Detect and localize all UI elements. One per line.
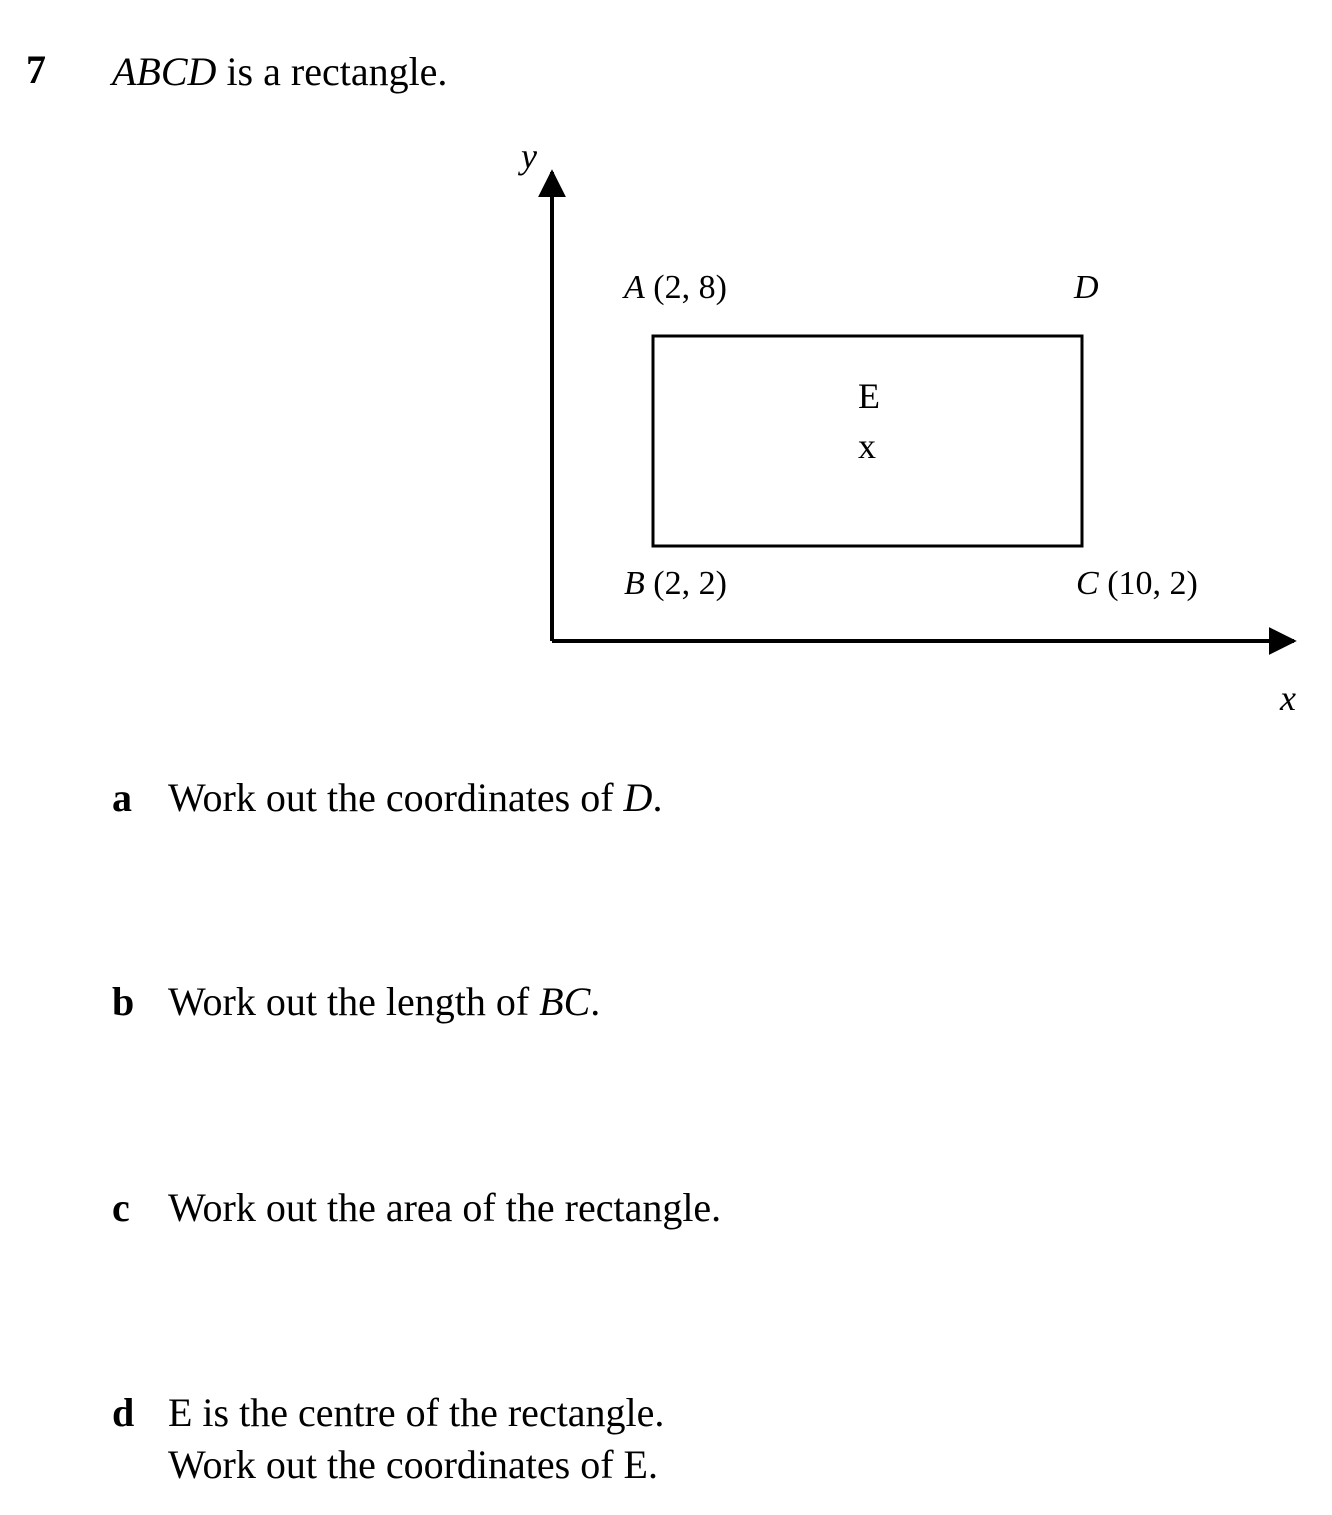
question-number: 7: [26, 47, 46, 92]
point-d-letter: D: [1074, 269, 1099, 306]
part-b-letter: b: [112, 979, 135, 1024]
part-a-end: .: [652, 775, 663, 820]
part-c: [112, 1182, 721, 1234]
part-d-letter: d: [112, 1390, 135, 1435]
part-d-line-2: Work out the coordinates of E.: [168, 1442, 658, 1487]
centre-mark: x: [858, 426, 876, 466]
point-c-coords: (10, 2): [1098, 565, 1198, 602]
part-b-end: .: [590, 979, 601, 1024]
point-b-coords: (2, 2): [644, 565, 727, 602]
part-b-text: Work out the length of: [168, 979, 540, 1024]
centre-label: E: [858, 376, 880, 416]
point-a-letter: A: [624, 269, 645, 306]
x-axis-label: x: [1280, 678, 1296, 718]
point-c-letter: C: [1076, 565, 1099, 602]
stem-rectangle-name: ABCD: [112, 49, 217, 94]
part-d-text-1: E is the centre of the rectangle.: [168, 1390, 665, 1435]
point-c-label: [1076, 565, 1198, 602]
point-d-label: [1073, 269, 1099, 306]
y-axis-label: y: [521, 136, 537, 176]
part-a-letter: a: [112, 775, 132, 820]
part-c-text: Work out the area of the rectangle.: [168, 1185, 722, 1230]
part-b-italic: BC: [539, 979, 591, 1024]
point-a-coords: (2, 8): [644, 269, 727, 306]
part-a-italic: D: [623, 775, 653, 820]
point-a-label: [622, 269, 727, 306]
part-c-letter: c: [112, 1185, 130, 1230]
part-a: [112, 772, 662, 824]
part-b: [112, 976, 600, 1028]
part-a-text: Work out the coordinates of: [168, 775, 624, 820]
point-b-letter: B: [624, 565, 645, 602]
stem-text: is a rectangle.: [216, 49, 448, 94]
part-d: [112, 1387, 664, 1491]
point-b-label: [624, 565, 727, 602]
part-d-line-1: [112, 1387, 664, 1439]
